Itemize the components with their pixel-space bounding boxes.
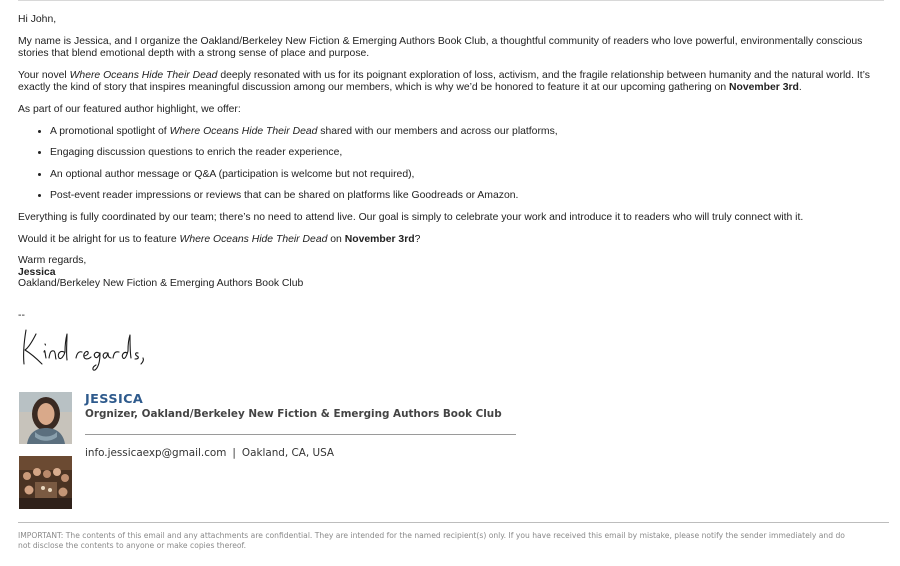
offer-list xyxy=(18,126,888,203)
signature-title: Orgnizer, Oakland/Berkeley New Fiction & Emerging Authors Book Club xyxy=(85,408,502,420)
book-title: Where Oceans Hide Their Dead xyxy=(69,69,218,81)
signature-separator: -- xyxy=(18,309,25,321)
offer-intro: As part of our featured author highlight, we offer: xyxy=(18,103,241,115)
signature-block xyxy=(85,392,525,459)
list-item: • Engaging discussion questions to enrich the reader experience, xyxy=(50,147,888,160)
list-item: • A promotional spotlight of Where Oceans Hide Their Dead shared with our members and across our platforms, xyxy=(50,126,888,139)
handwritten-kind-regards-image xyxy=(18,320,148,372)
intro-paragraph: My name is Jessica, and I organize the Oakland/Berkeley New Fiction & Emerging Authors Book Club, a thoughtful community of readers who love powerful, environmentally conscious stories that blend emotional depth with a strong sense of place and purpose. xyxy=(18,35,863,60)
signature-name: JESSICA xyxy=(85,392,144,407)
greeting: Hi John, xyxy=(18,14,57,25)
confidentiality-disclaimer: IMPORTANT: The contents of this email and any attachments are confidential. They are intended for the named recipient(s) only. If you have received this email by mistake, please notify the sender immediately and do not disclose the contents to anyone or make copies thereof. xyxy=(18,531,845,550)
top-divider xyxy=(18,0,884,1)
closing-block xyxy=(18,255,888,290)
event-date: November 3rd xyxy=(728,82,799,94)
closing-line: Warm regards, xyxy=(18,255,87,267)
profile-photo xyxy=(19,392,72,444)
book-club-group-photo xyxy=(19,456,72,509)
event-date: November 3rd xyxy=(344,233,415,245)
disclaimer-divider xyxy=(18,522,889,523)
signature-location: Oakland, CA, USA xyxy=(241,447,334,459)
novel-paragraph: Your novel Where Oceans Hide Their Dead deeply resonated with us for its poignant exploration of loss, activism, and the fragile relationship between humanity and the natural world. It’s exactly the kind of story that inspires meaningful discussion among our members, which is why we’d be honored to feature it at our upcoming gathering on November 3rd. xyxy=(18,69,870,94)
signature-contact xyxy=(85,447,525,459)
email-body xyxy=(18,14,888,323)
book-title: Where Oceans Hide Their Dead xyxy=(179,233,328,245)
book-title: Where Oceans Hide Their Dead xyxy=(169,125,318,137)
list-item: • An optional author message or Q&A (participation is welcome but not required), xyxy=(50,169,888,182)
coordination-paragraph: Everything is fully coordinated by our team; there’s no need to attend live. Our goal is simply to celebrate your work and introduce it to readers who will truly connect with it. xyxy=(18,211,804,223)
closing-org: Oakland/Berkeley New Fiction & Emerging Authors Book Club xyxy=(18,278,304,290)
contact-separator: | xyxy=(232,447,236,459)
signature-email-link[interactable]: info.jessicaexp@gmail.com xyxy=(85,447,227,459)
list-item: • Post-event reader impressions or reviews that can be shared on platforms like Goodreads or Amazon. xyxy=(50,190,888,203)
signature-divider xyxy=(85,434,516,435)
closing-name: Jessica xyxy=(18,266,56,278)
question-paragraph: Would it be alright for us to feature Where Oceans Hide Their Dead on November 3rd? xyxy=(18,233,421,245)
